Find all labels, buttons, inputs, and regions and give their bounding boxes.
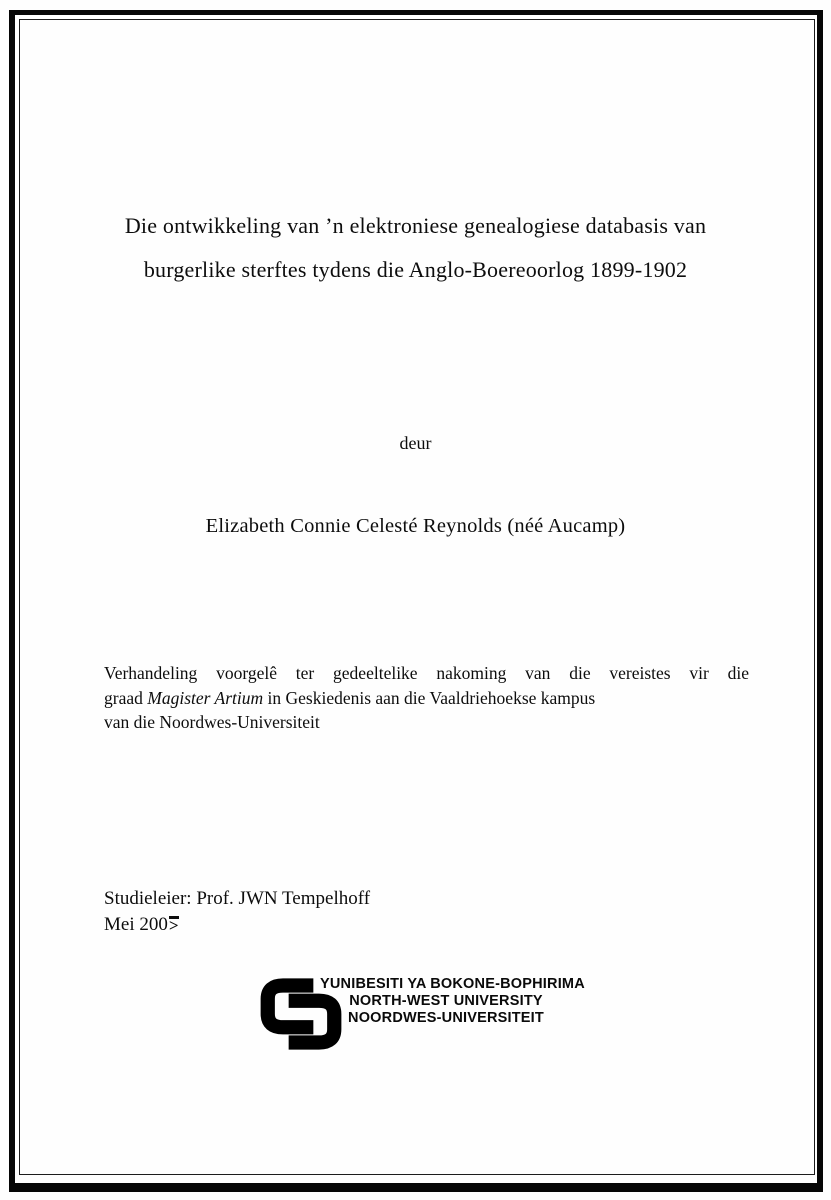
university-logo bbox=[258, 972, 585, 1056]
degree-name: Magister Artium bbox=[147, 687, 264, 708]
logo-text-setswana: YUNIBESITI YA BOKONE-BOPHIRIMA bbox=[320, 976, 585, 992]
thesis-statement bbox=[104, 661, 749, 735]
date-prefix: Mei 200 bbox=[104, 914, 168, 935]
supervisor-line: Studieleier: Prof. JWN Tempelhoff bbox=[104, 888, 371, 909]
statement-line-3: van die Noordwes-Universiteit bbox=[104, 712, 320, 732]
byline: deur bbox=[399, 433, 432, 453]
statement-line-2-suffix: in Geskiedenis aan die Vaaldriehoekse kampus bbox=[263, 687, 596, 708]
statement-line-2-prefix: graad bbox=[104, 687, 148, 708]
logo-text-english: NORTH-WEST UNIVERSITY bbox=[349, 993, 543, 1009]
author-name: Elizabeth Connie Celesté Reynolds (néé Aucamp) bbox=[205, 515, 626, 537]
statement-line-1: Verhandeling voorgelê ter gedeeltelike nakoming van die vereistes vir die bbox=[104, 663, 749, 683]
thesis-title bbox=[40, 204, 791, 292]
thesis-title-line-2: burgerlike sterftes tydens die Anglo-Boereoorlog 1899-1902 bbox=[143, 257, 688, 282]
handwritten-seven-glyph: > bbox=[168, 916, 179, 935]
thesis-title-line-1: Die ontwikkeling van ’n elektroniese genealogiese databasis van bbox=[124, 213, 707, 238]
supervisor-block bbox=[104, 886, 370, 938]
logo-text-afrikaans: NOORDWES-UNIVERSITEIT bbox=[348, 1010, 544, 1026]
date-line bbox=[104, 912, 370, 938]
statement-line-2 bbox=[104, 686, 749, 711]
university-logo-text bbox=[320, 976, 585, 1027]
